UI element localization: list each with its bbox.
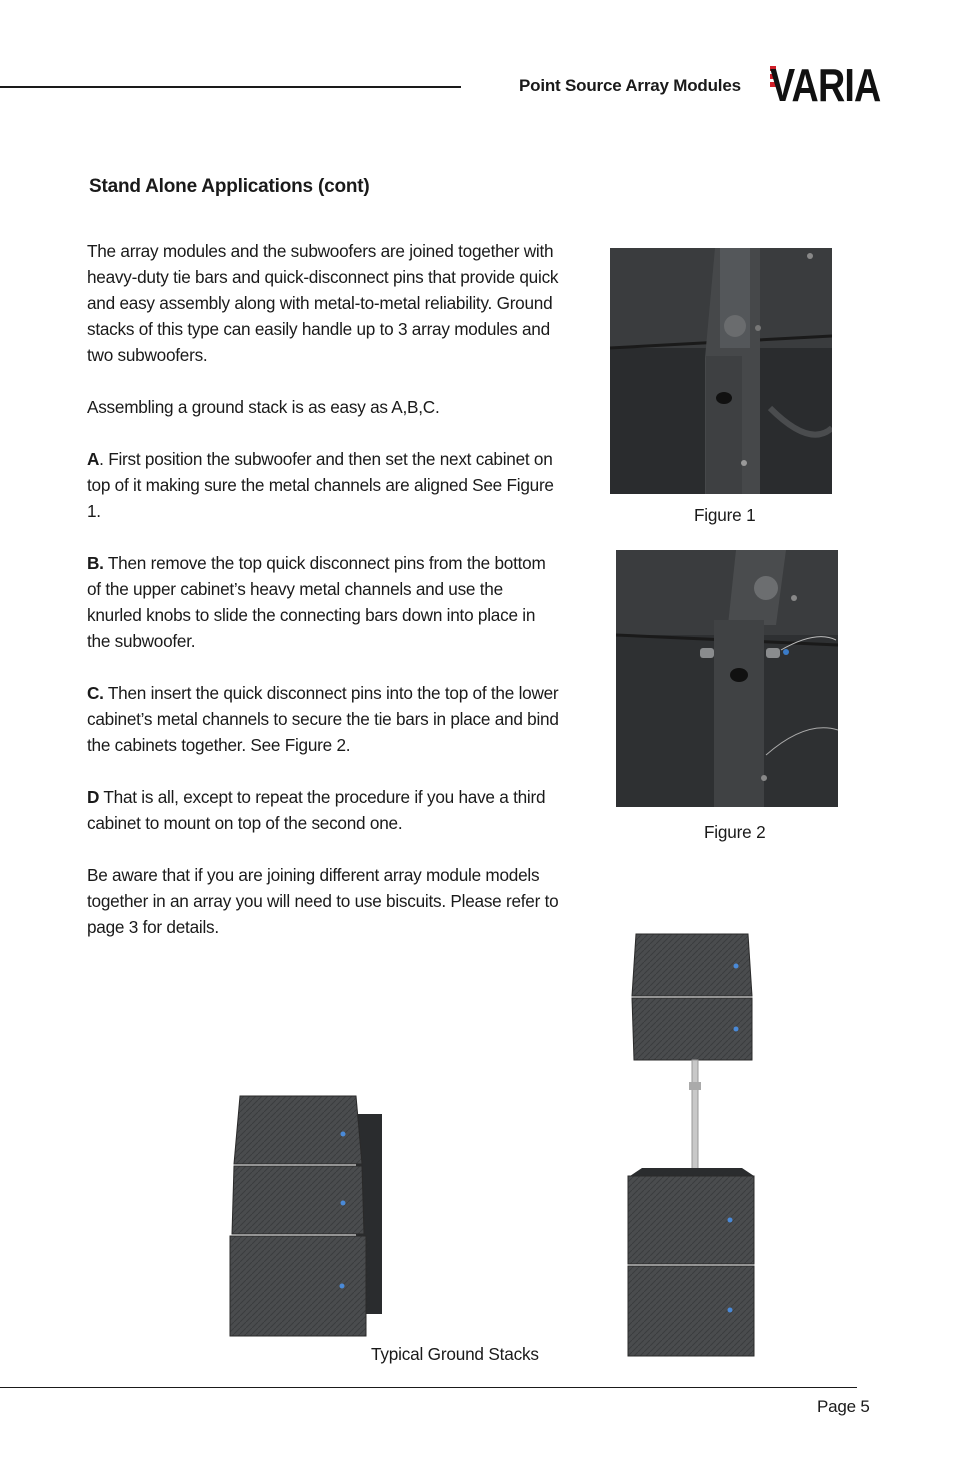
- step-d-label: D: [87, 787, 100, 807]
- ground-stack-illustration-left: [228, 1094, 388, 1339]
- header-title: Point Source Array Modules: [519, 76, 741, 95]
- assembly-intro: Assembling a ground stack is as easy as A,B,C.: [87, 397, 440, 417]
- figure-1-photo: [610, 248, 832, 494]
- footer-rule: [0, 1387, 857, 1388]
- figure-1-caption: Figure 1: [694, 505, 756, 525]
- figure-2-photo: [616, 550, 838, 807]
- step-d-text: That is all, except to repeat the procedure if you have a third cabinet to mount on top of the second one.: [87, 787, 546, 833]
- header-rule: [0, 86, 461, 88]
- step-c-text: Then insert the quick disconnect pins into the top of the lower cabinet’s metal channels to secure the tie bars in place and bind the cabinets together. See Figure 2.: [87, 683, 559, 755]
- step-a-text: . First position the subwoofer and then set the next cabinet on top of it making sure the metal channels are aligned See Figure 1.: [87, 449, 554, 521]
- page-number: Page 5: [817, 1397, 870, 1416]
- figure-2-caption: Figure 2: [704, 822, 766, 842]
- logo-text: VARIA: [770, 59, 881, 111]
- step-c: [87, 680, 562, 758]
- ground-stacks-caption: Typical Ground Stacks: [371, 1344, 539, 1364]
- step-a: [87, 446, 562, 524]
- step-a-label: A: [87, 449, 100, 469]
- step-c-label: C.: [87, 683, 104, 703]
- step-b: [87, 550, 562, 654]
- step-b-label: B.: [87, 553, 104, 573]
- biscuits-note: Be aware that if you are joining different array module models together in an array you will need to use biscuits. Please refer to page 3 for details.: [87, 865, 559, 937]
- step-b-text: Then remove the top quick disconnect pins from the bottom of the upper cabinet’s heavy metal channels and use the knurled knobs to slide the connecting bars down into place in the subwoofer.: [87, 553, 546, 651]
- intro-paragraph: The array modules and the subwoofers are joined together with heavy-duty tie bars and quick-disconnect pins that provide quick and easy assembly along with metal-to-metal reliability. Ground stacks of this type can easily handle up to 3 array modules and two subwoofers.: [87, 241, 559, 365]
- varia-logo: [768, 59, 881, 111]
- pole-stack-illustration-right: [626, 932, 756, 1358]
- body-text: [87, 238, 562, 966]
- step-d: [87, 784, 562, 836]
- section-title: Stand Alone Applications (cont): [89, 176, 370, 197]
